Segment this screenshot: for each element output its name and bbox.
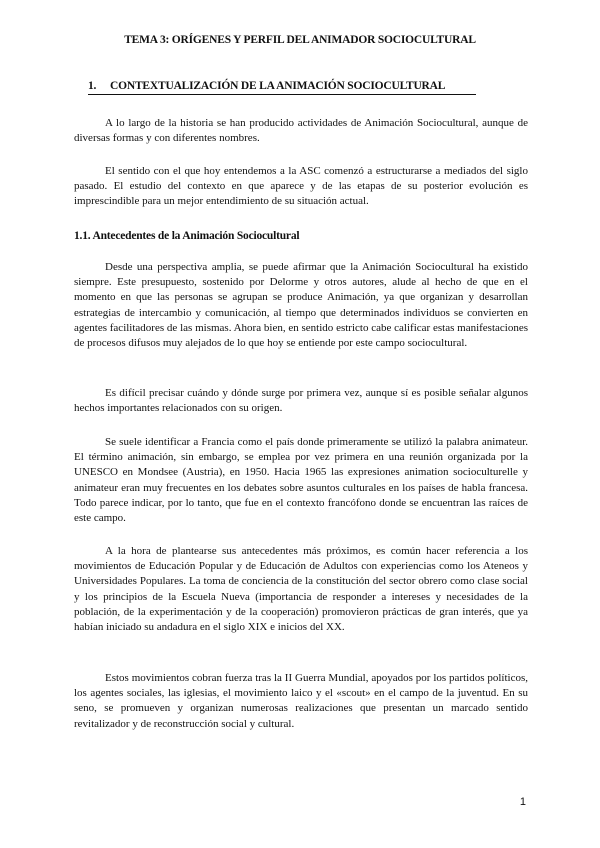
body-paragraph: Se suele identificar a Francia como el país donde primeramente se utilizó la palabra animateur. El término animación, sin embargo, se emplea por vez primera en una reunión organizada por la UNESCO en Mondsee (Austria), en 1950. Hacia 1965 las expresiones animation socioculturelle y animateur eran muy frecuentes en los debates sobre asuntos culturales en los países de habla francesa. Todo parece indicar, por lo tanto, que fue en el contexto francófono donde se encuentran las raíces de este campo.	[74, 436, 528, 525]
document-title: TEMA 3: ORÍGENES Y PERFIL DEL ANIMADOR SOCIOCULTURAL	[124, 34, 476, 46]
section-title: CONTEXTUALIZACIÓN DE LA ANIMACIÓN SOCIOCULTURAL	[110, 80, 446, 92]
intro-paragraph: El sentido con el que hoy entendemos a la ASC comenzó a estructurarse a mediados del siglo pasado. El estudio del contexto en que aparece y de las etapas de su posterior evolución es imprescindible para un mejor entendimiento de su situación actual.	[74, 165, 528, 208]
body-paragraph: Desde una perspectiva amplia, se puede afirmar que la Animación Sociocultural ha existido siempre. Este presupuesto, sostenido por Delorme y otros autores, alude al hecho de que en el momento en que las personas se agrupan se produce Animación, ya que organizan y desarrollan estrategias de intercambio y comunicación, al tiempo que determinados individuos se convierten en agentes facilitadores de las mismas. Ahora bien, en sentido estricto cabe calificar estas manifestaciones de procesos difusos muy alejados de lo que hoy se entiende por este campo sociocultural.	[74, 261, 528, 350]
body-paragraph: A la hora de plantearse sus antecedentes más próximos, es común hacer referencia a los movimientos de Educación Popular y de Educación de Adultos con experiencias como los Ateneos y Universidades Populares. La toma de conciencia de la constitución del sector obrero como clase social y los principios de la Escuela Nueva (importancia de responder a intereses y necesidades de la población, de la experimentación y de la cooperación) promovieron prácticas de gran interés, que ya habían iniciado su andadura en el siglo XIX e inicios del XX.	[74, 545, 528, 634]
body-paragraph: Estos movimientos cobran fuerza tras la II Guerra Mundial, apoyados por los partidos políticos, los agentes sociales, las iglesias, el movimiento laico y el «scout» en el campo de la juventud. En su seno, se promueven y organizan numerosas realizaciones que presentan un marcado sentido revitalizador y de reconstrucción social y cultural.	[74, 672, 528, 730]
subsection-heading: 1.1. Antecedentes de la Animación Sociocultural	[74, 230, 300, 242]
body-paragraph: Es difícil precisar cuándo y dónde surge por primera vez, aunque sí es posible señalar algunos hechos importantes relacionados con su origen.	[74, 387, 528, 415]
section-heading	[88, 80, 476, 95]
page-number: 1	[519, 796, 526, 808]
intro-paragraph: A lo largo de la historia se han producido actividades de Animación Sociocultural, aunque de diversas formas y con diferentes nombres.	[74, 117, 528, 145]
section-number: 1.	[88, 80, 97, 92]
